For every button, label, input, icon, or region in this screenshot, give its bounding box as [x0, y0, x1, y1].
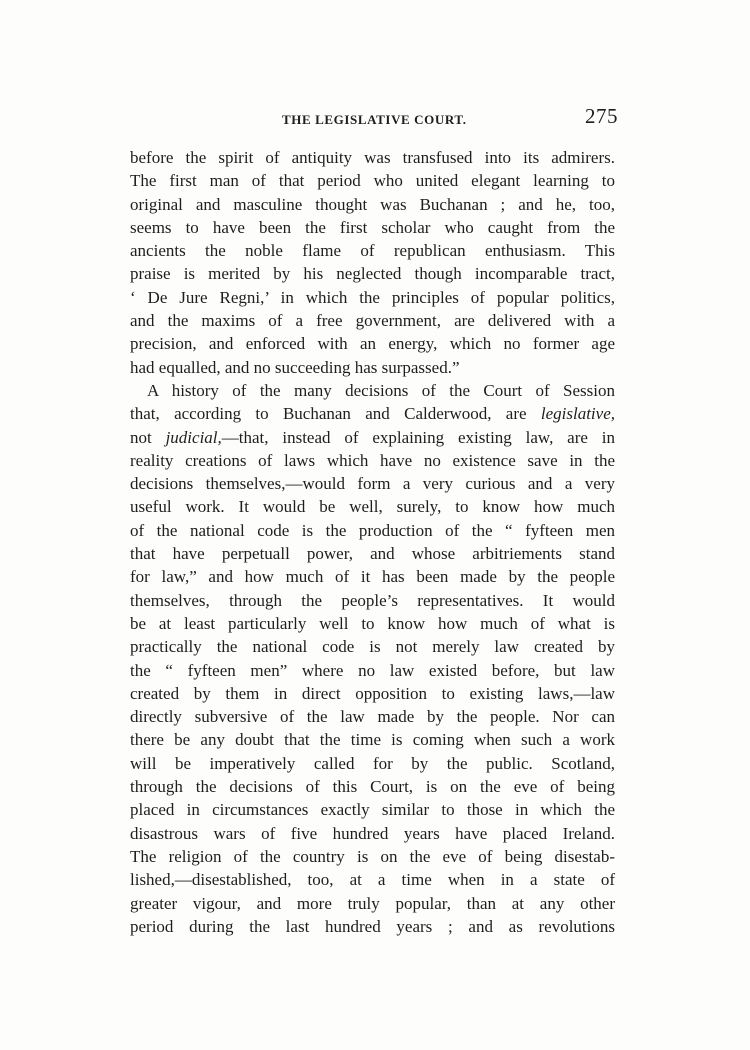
text-line: ancients the noble flame of republican enthusiasm. This — [130, 241, 615, 261]
text-line: that have perpetuall power, and whose arbitriements stand — [130, 544, 615, 564]
text-line: of the national code is the production of the “ fyfteen men — [130, 520, 615, 540]
text-line: themselves, through the people’s representatives. It would — [130, 590, 615, 610]
text-line: created by them in direct opposition to existing laws,—law — [130, 683, 615, 703]
text-line: directly subversive of the law made by the people. Nor can — [130, 707, 615, 727]
text-line: disastrous wars of five hundred years have placed Ireland. — [130, 823, 615, 843]
text-line: praise is merited by his neglected though incomparable tract, — [130, 264, 615, 284]
text-line: will be imperatively called for by the public. Scotland, — [130, 753, 615, 773]
text-line: placed in circumstances exactly similar to those in which the — [130, 800, 615, 820]
text-line: decisions themselves,—would form a very curious and a very — [130, 474, 615, 494]
text-run: not — [130, 427, 166, 447]
text-line: lished,—disestablished, too, at a time when in a state of — [130, 870, 615, 890]
text-line: greater vigour, and more truly popular, than at any other — [130, 893, 615, 913]
body-text — [130, 146, 615, 938]
text-line: be at least particularly well to know how much of what is — [130, 613, 615, 633]
text-line: The first man of that period who united elegant learning to — [130, 171, 615, 191]
page-number: 275 — [585, 104, 618, 128]
text-run: that, according to Buchanan and Calderwood, are — [130, 404, 541, 424]
text-line: there be any doubt that the time is coming when such a work — [130, 730, 615, 750]
italic-word: judicial, — [165, 427, 222, 447]
text-line: period during the last hundred years ; and as revolutions — [130, 916, 615, 936]
running-title: THE LEGISLATIVE COURT. — [282, 112, 467, 127]
text-line: precision, and enforced with an energy, which no former age — [130, 334, 615, 354]
text-line: had equalled, and no succeeding has surpassed.” — [130, 357, 460, 377]
text-line: The religion of the country is on the eve of being disestab- — [130, 846, 615, 866]
text-line — [130, 402, 615, 425]
italic-word: legislative, — [540, 404, 615, 424]
text-line: original and masculine thought was Buchanan ; and he, too, — [130, 194, 615, 214]
text-line: before the spirit of antiquity was transfused into its admirers. — [130, 148, 615, 167]
text-line: ‘ De Jure Regni,’ in which the principles of popular politics, — [130, 287, 615, 307]
paragraph-first-line: A history of the many decisions of the Court of Session — [147, 380, 615, 400]
text-line: practically the national code is not merely law created by — [130, 637, 615, 657]
text-line: useful work. It would be well, surely, to know how much — [130, 497, 615, 517]
running-head — [130, 104, 618, 134]
text-line: seems to have been the first scholar who caught from the — [130, 217, 615, 237]
text-line: the “ fyfteen men” where no law existed before, but law — [130, 660, 615, 680]
text-line: reality creations of laws which have no existence save in the — [130, 450, 615, 470]
text-line: through the decisions of this Court, is on the eve of being — [130, 777, 615, 797]
text-run: —that, instead of explaining existing law, are in — [221, 427, 615, 447]
text-line: for law,” and how much of it has been made by the people — [130, 567, 615, 587]
text-line — [130, 426, 615, 449]
text-line: and the maxims of a free government, are delivered with a — [130, 311, 615, 331]
